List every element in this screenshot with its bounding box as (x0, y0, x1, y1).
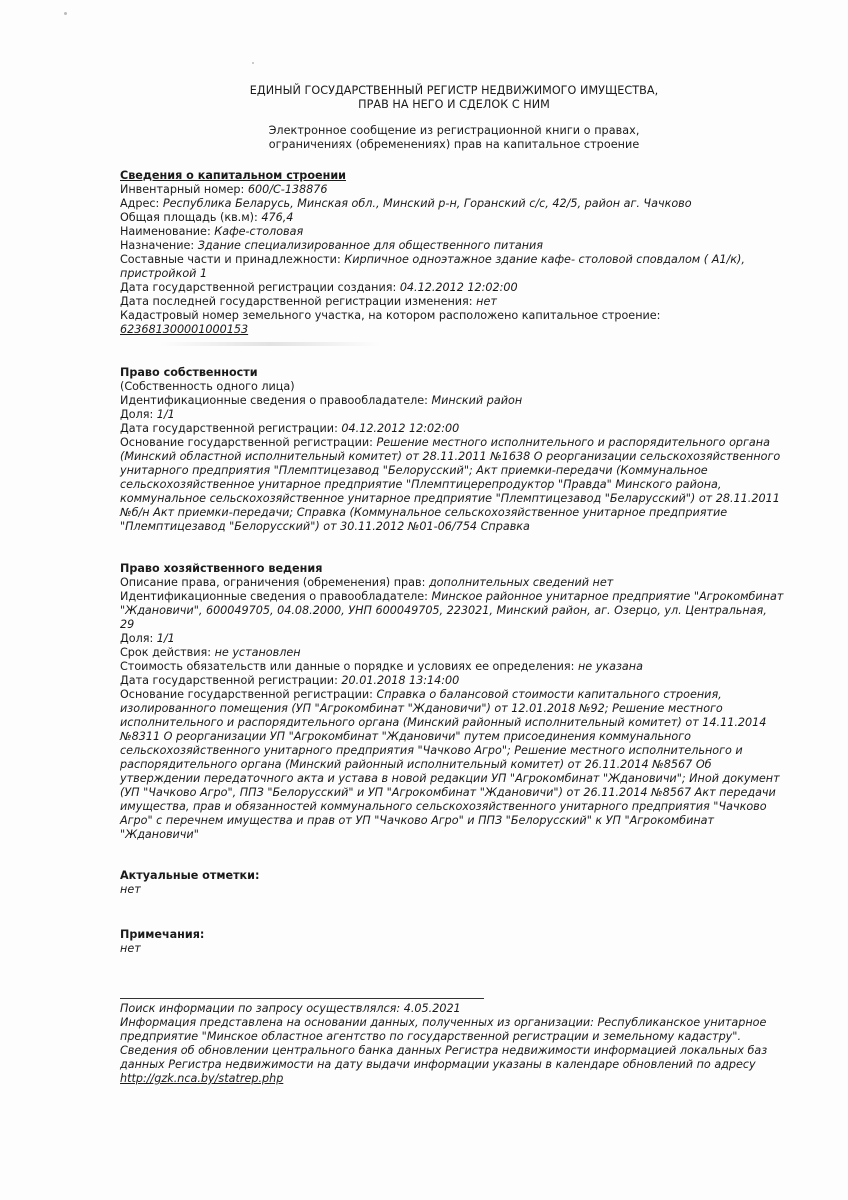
basis-line: изолированного помещения (УП "Агрокомбинат "Ждановичи") от 12.01.2018 №92; Решение местного (120, 702, 723, 715)
field-value: не указана (577, 660, 643, 673)
notes-section (120, 928, 800, 956)
cadastral-number: 623681300001000153 (120, 323, 249, 336)
field-value: 1/1 (156, 632, 175, 645)
field-label: Дата последней государственной регистрации изменения: (120, 295, 477, 308)
scan-smudge (160, 342, 380, 346)
economic-section-title: Право хозяйственного ведения (120, 562, 323, 575)
field-label: Идентификационные сведения о правообладателе: (120, 590, 432, 603)
field-label: Назначение: (120, 239, 198, 252)
share-row (120, 632, 800, 646)
field-value: 20.01.2018 13:14:00 (341, 674, 460, 687)
basis-line: (УП "Чачково Агро", ППЗ "Белорусский" и УП "Агрокомбинат "Ждановичи") от 26.11.2014 №8567 Акт передачи (120, 786, 776, 799)
holder-row (120, 590, 800, 604)
notes-title: Примечания: (120, 928, 205, 941)
search-date: Поиск информации по запросу осуществлялся: 4.05.2021 (120, 1002, 461, 1015)
field-value: дополнительных сведений нет (428, 576, 614, 589)
holder-line: 29 (120, 618, 135, 631)
reg-date-row (120, 674, 800, 688)
basis-line: имущества, прав и обязанностей коммунального сельскохозяйственного унитарного предприятия "Чачково (120, 800, 767, 813)
field-label: Составные части и принадлежности: (120, 253, 345, 266)
source-line: Информация представлена на основании данных, полученных из организации: Республиканское унитарное (120, 1016, 767, 1029)
term-row (120, 646, 800, 660)
basis-line: унитарного предприятия "Племптицезавод "Белорусский"; Акт приемки-передачи (Коммунальное (120, 464, 708, 477)
ownership-type: (Собственность одного лица) (120, 380, 295, 393)
footer-divider (120, 998, 484, 999)
field-label: Дата государственной регистрации: (120, 674, 342, 687)
share-row (120, 408, 800, 422)
header-title-line1: ЕДИНЫЙ ГОСУДАРСТВЕННЫЙ РЕГИСТР НЕДВИЖИМОГО ИМУЩЕСТВА, (249, 84, 659, 97)
document-header (0, 84, 848, 112)
source-line: предприятие "Минское областное агентство по государственной регистрации и земельному кадастру". (120, 1030, 741, 1043)
field-value: не установлен (214, 646, 301, 659)
scan-speck (64, 12, 67, 15)
field-label: Доля: (120, 632, 157, 645)
created-date-row (120, 281, 800, 295)
update-calendar-link[interactable]: http://gzk.nca.by/statrep.php (120, 1072, 284, 1085)
source-line: Сведения об обновлении центрального банка данных Регистра недвижимости информацией локальных баз (120, 1044, 768, 1057)
building-section-title: Сведения о капитальном строении (120, 169, 347, 182)
field-value: 600/С-138876 (247, 183, 328, 196)
basis-line: "Ждановичи" (120, 828, 199, 841)
basis-line: распорядительного органа (Минский районный исполнительный комитет) от 26.11.2014 №8567 Об (120, 758, 712, 771)
field-value: нет (476, 295, 497, 308)
field-value: Республика Беларусь, Минская обл., Минский р-н, Горанский с/с, 42/5, район аг. Чачково (162, 197, 692, 210)
field-label: Идентификационные сведения о правообладателе: (120, 394, 432, 407)
field-label: Общая площадь (кв.м): (120, 211, 262, 224)
basis-line: утверждении передаточного акта и устава в новой редакции УП "Агрокомбинат "Ждановичи"; Иной документ (120, 772, 780, 785)
field-label: Доля: (120, 408, 157, 421)
ownership-section-title: Право собственности (120, 366, 258, 379)
building-section (120, 169, 800, 337)
basis-line: сельскохозяйственного унитарного предприятия "Чачково Агро"; Решение местного исполнительного и (120, 744, 743, 757)
field-value: Минский район (431, 394, 523, 407)
marks-title: Актуальные отметки: (120, 869, 260, 882)
field-value: 1/1 (156, 408, 175, 421)
basis-line: "Племптицезавод "Белорусский") от 30.11.2012 №01-06/754 Справка (120, 520, 530, 533)
field-value: 04.12.2012 12:02:00 (399, 281, 518, 294)
header-subtitle-line1: Электронное сообщение из регистрационной книги о правах, (268, 124, 640, 137)
header-subtitle-line2: ограничениях (обременениях) прав на капитальное строение (268, 138, 640, 151)
area-row (120, 211, 800, 225)
holder-row (120, 394, 800, 408)
field-label: Дата государственной регистрации создания: (120, 281, 400, 294)
basis-line: исполнительного и распорядительного органа (Минский районный исполнительный комитет) от 14.11.2014 (120, 716, 767, 729)
marks-section (120, 869, 800, 897)
document-subtitle (0, 124, 848, 152)
field-label: Основание государственной регистрации: (120, 436, 377, 449)
basis-line: №8311 О реорганизации УП "Агрокомбинат "Ждановичи" путем присоединения коммунального (120, 730, 691, 743)
field-label: Стоимость обязательств или данные о порядке и условиях ее определения: (120, 660, 578, 673)
ownership-section (120, 366, 800, 534)
economic-section (120, 562, 800, 842)
parts-row-continued: пристройкой 1 (120, 267, 208, 280)
notes-value: нет (120, 942, 141, 955)
field-value: Кафе-столовая (214, 225, 304, 238)
field-value: Здание специализированное для общественного питания (197, 239, 544, 252)
source-line: данных Регистра недвижимости на дату выдачи информации указаны в календаре обновлений по адресу (120, 1058, 756, 1071)
basis-row (120, 688, 800, 702)
field-value: Решение местного исполнительного и распорядительного органа (376, 436, 770, 449)
basis-line: сельскохозяйственное унитарное предприятие "Племптицерепродуктор "Правда" Минского района, (120, 478, 722, 491)
basis-line: (Минский областной исполнительный комитет) от 28.11.2011 №1638 О реорганизации сельскохозяйственного (120, 450, 781, 463)
field-label: Основание государственной регистрации: (120, 688, 377, 701)
field-label: Наименование: (120, 225, 215, 238)
basis-line: №б/н Акт приемки-передачи; Справка (Коммунальное сельскохозяйственное унитарное предприятие (120, 506, 728, 519)
field-value: Справка о балансовой стоимости капитального строения, (376, 688, 722, 701)
header-title-line2: ПРАВ НА НЕГО И СДЕЛОК С НИМ (358, 98, 550, 111)
field-value: 04.12.2012 12:02:00 (341, 422, 460, 435)
field-label: Дата государственной регистрации: (120, 422, 342, 435)
field-label: Описание права, ограничения (обременения) прав: (120, 576, 429, 589)
name-row (120, 225, 800, 239)
address-row (120, 197, 800, 211)
inventory-number-row (120, 183, 800, 197)
basis-row (120, 436, 800, 450)
field-value: 476,4 (261, 211, 294, 224)
cadastral-label: Кадастровый номер земельного участка, на котором расположено капитальное строение: (120, 309, 661, 322)
holder-line: "Ждановичи", 600049705, 04.08.2000, УНП 600049705, 223021, Минский район, аг. Озерцо, ул. Центральная, (120, 604, 767, 617)
scan-speck (252, 62, 254, 64)
field-label: Адрес: (120, 197, 163, 210)
purpose-row (120, 239, 800, 253)
field-value: Минское районное унитарное предприятие "Агрокомбинат (431, 590, 784, 603)
marks-value: нет (120, 883, 141, 896)
field-value: Кирпичное одноэтажное здание кафе- столовой сповдалом ( А1/к), (344, 253, 745, 266)
description-row (120, 576, 800, 590)
basis-line: Агро" с перечнем имущества и прав от УП "Чачково Агро" и ППЗ "Белорусский" к УП "Агрокомбинат (120, 814, 715, 827)
reg-date-row (120, 422, 800, 436)
footer (120, 1002, 800, 1086)
field-label: Инвентарный номер: (120, 183, 248, 196)
last-change-row (120, 295, 800, 309)
cost-row (120, 660, 800, 674)
basis-line: коммунальное сельскохозяйственное унитарное предприятие "Племптицезавод "Беларусский") от 28.11.2011 (120, 492, 780, 505)
parts-row (120, 253, 800, 267)
field-label: Срок действия: (120, 646, 215, 659)
